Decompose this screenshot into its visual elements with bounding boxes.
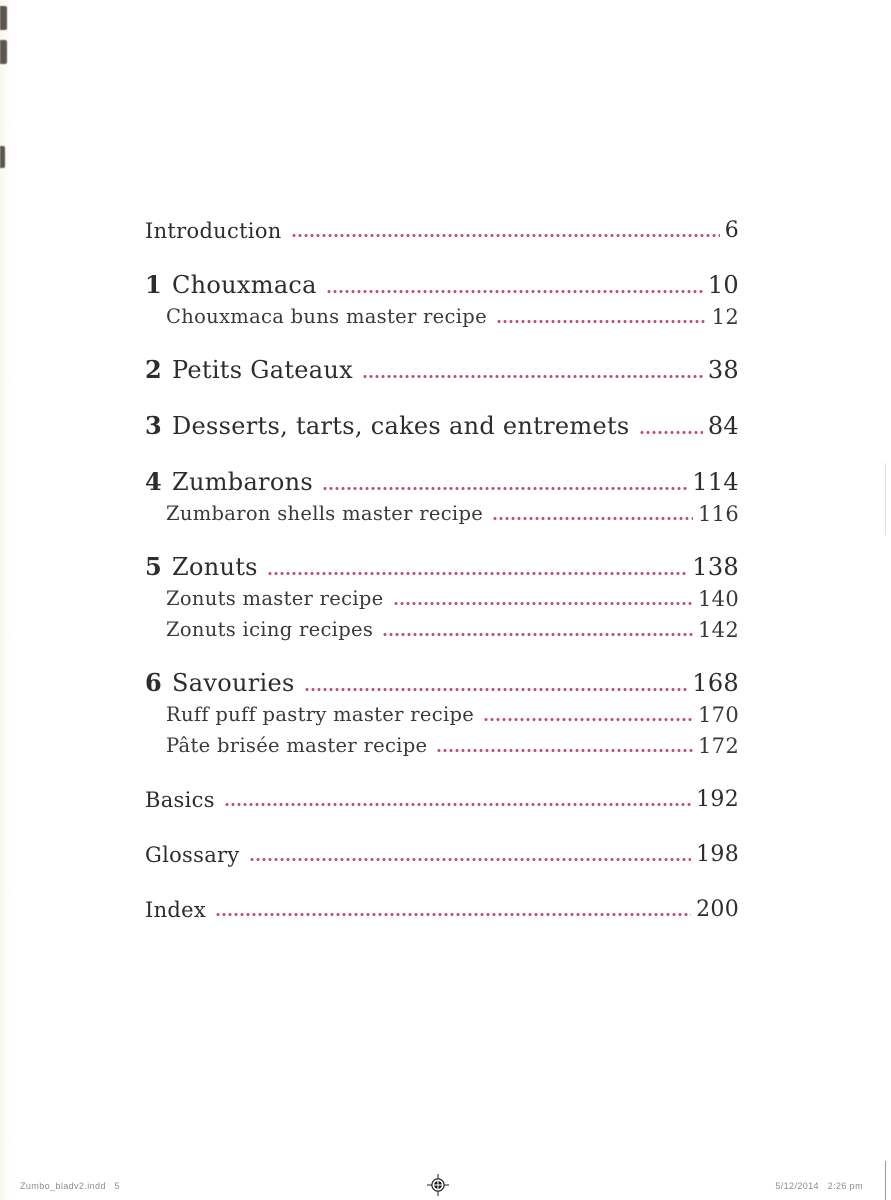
dotted-leader: [291, 232, 720, 239]
toc-page-number: 12: [711, 305, 739, 329]
toc-entry: [145, 668, 739, 698]
dotted-leader: [362, 373, 703, 380]
table-of-contents: [145, 218, 739, 923]
dotted-leader: [492, 515, 693, 522]
toc-page-number: 200: [696, 897, 739, 922]
toc-entry: [145, 587, 739, 611]
page-edge-line: [885, 1161, 886, 1200]
toc-page-number: 168: [692, 669, 739, 697]
toc-page-number: 10: [707, 271, 739, 299]
toc-page-number: 6: [724, 218, 739, 243]
toc-entry-label: Zumbarons: [172, 468, 313, 496]
toc-page-number: 170: [698, 703, 739, 727]
dotted-leader: [496, 318, 707, 325]
toc-entry: [145, 897, 739, 923]
dotted-leader: [304, 686, 688, 693]
dotted-leader: [322, 485, 687, 492]
toc-entry-label: Desserts, tarts, cakes and entremets: [172, 412, 630, 440]
toc-entry-label: Savouries: [172, 669, 295, 697]
dotted-leader: [436, 747, 693, 754]
toc-page-number: 84: [707, 412, 739, 440]
dotted-leader: [639, 429, 703, 436]
toc-page-number: 140: [698, 587, 739, 611]
toc-entry: [145, 467, 739, 497]
toc-entry: [145, 502, 739, 526]
toc-entry-label: Pâte brisée master recipe: [166, 734, 428, 757]
toc-entry: [145, 842, 739, 868]
toc-entry-label: Chouxmaca buns master recipe: [166, 305, 487, 328]
chapter-number: 6: [145, 668, 162, 697]
toc-entry-label: Zonuts: [172, 553, 258, 581]
toc-entry-label: Ruff puff pastry master recipe: [166, 703, 475, 726]
registration-mark-icon: [427, 1174, 449, 1196]
toc-entry-label: Index: [145, 898, 207, 922]
page-edge-line: [885, 463, 886, 535]
toc-entry: [145, 787, 739, 813]
scan-edge-mark: [0, 40, 7, 64]
chapter-number: 4: [145, 467, 162, 496]
scan-edge-mark: [0, 146, 5, 168]
toc-entry: [145, 411, 739, 441]
chapter-number: 5: [145, 552, 162, 581]
toc-entry: [145, 218, 739, 244]
toc-entry-label: Chouxmaca: [172, 271, 317, 299]
toc-entry-label: Glossary: [145, 843, 240, 867]
toc-entry-label: Zonuts master recipe: [166, 587, 384, 610]
toc-page-number: 38: [707, 356, 739, 384]
toc-page-number: 172: [698, 734, 739, 758]
chapter-number: 2: [145, 355, 162, 384]
dotted-leader: [326, 288, 703, 295]
toc-entry-label: Petits Gateaux: [172, 356, 354, 384]
toc-page-number: 138: [692, 553, 739, 581]
toc-entry: [145, 618, 739, 642]
dotted-leader: [382, 631, 693, 638]
toc-entry: [145, 552, 739, 582]
dotted-leader: [267, 570, 687, 577]
toc-page-number: 116: [698, 502, 739, 526]
scan-edge-tint: [0, 0, 11, 1200]
toc-entry-label: Basics: [145, 788, 215, 812]
chapter-number: 3: [145, 411, 162, 440]
dotted-leader: [393, 600, 694, 607]
dotted-leader: [224, 801, 691, 808]
toc-entry: [145, 305, 739, 329]
scan-edge-mark: [0, 6, 7, 30]
print-slug-timestamp: 5/12/2014 2:26 pm: [775, 1181, 863, 1191]
toc-entry-label: Introduction: [145, 219, 282, 243]
toc-page-number: 114: [692, 468, 739, 496]
dotted-leader: [215, 911, 691, 918]
toc-entry: [145, 355, 739, 385]
toc-entry: [145, 734, 739, 758]
toc-entry: [145, 270, 739, 300]
toc-entry: [145, 703, 739, 727]
toc-entry-label: Zumbaron shells master recipe: [166, 502, 484, 525]
toc-page-number: 192: [696, 787, 739, 812]
toc-entry-label: Zonuts icing recipes: [166, 618, 374, 641]
dotted-leader: [483, 716, 693, 723]
print-slug-filename: Zumbo_bladv2.indd 5: [20, 1181, 120, 1191]
dotted-leader: [249, 856, 692, 863]
chapter-number: 1: [145, 270, 162, 299]
toc-page-number: 142: [698, 618, 739, 642]
toc-page-number: 198: [696, 842, 739, 867]
